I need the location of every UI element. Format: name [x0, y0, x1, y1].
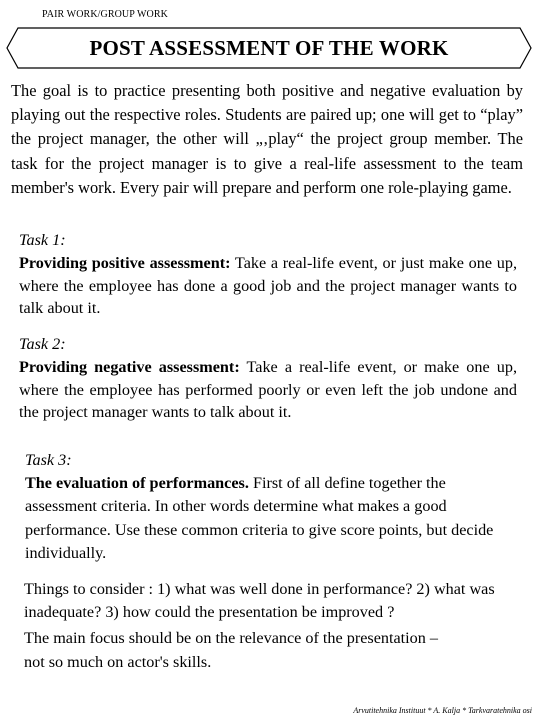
title-banner: [6, 27, 532, 69]
task-3-body: [25, 472, 495, 565]
things-to-consider: Things to consider : 1) what was well done in performance? 2) what was inadequate? 3) how could the presentation be improved ?: [24, 580, 495, 622]
task-1-text: Take a real-life event, or just make one up, where the employee has done a good job and the project manager wants to talk about it.: [19, 253, 517, 318]
task-1-label: Task 1:: [19, 231, 66, 249]
task-3-text: First of all define together the assessment criteria. In other words determine what makes a good performance. Use these common criteria to give score points, but decide individually.: [25, 474, 494, 562]
task-2-body: [19, 356, 517, 424]
task-2-heading: Providing negative assessment:: [19, 357, 240, 376]
task-2-text: Take a real-life event, or make one up, where the employee has performed poorly or even left the job undone and the project manager wants to talk about it.: [19, 357, 517, 422]
task-2: [19, 333, 517, 424]
intro-paragraph: The goal is to practice presenting both positive and negative evaluation by playing out the respective roles. Students are paired up; one will get to “play” the project manager, the other will „‚play“ the project group member. The task for the project manager is to give a real-life assessment to the team member's work. Every pair will prepare and perform one role-playing game.: [11, 81, 523, 197]
task-1: [19, 229, 517, 320]
main-focus: [24, 626, 524, 674]
task-1-heading: Providing positive assessment:: [19, 253, 231, 272]
task-1-body: [19, 252, 517, 320]
page-title: POST ASSESSMENT OF THE WORK: [89, 35, 449, 60]
task-3-heading: The evaluation of performances.: [25, 474, 249, 493]
footer-credit: Arvutitehnika Instituut * A. Kalja * Tarkvaratehnika osi: [353, 706, 532, 715]
main-focus-line-2: not so much on actor's skills.: [24, 653, 212, 671]
main-focus-line-1: The main focus should be on the relevance of the presentation –: [24, 629, 438, 647]
task-2-label: Task 2:: [19, 335, 66, 353]
task-3-label: Task 3:: [25, 451, 72, 469]
section-label: PAIR WORK/GROUP WORK: [42, 9, 168, 20]
task-3: [25, 449, 495, 565]
